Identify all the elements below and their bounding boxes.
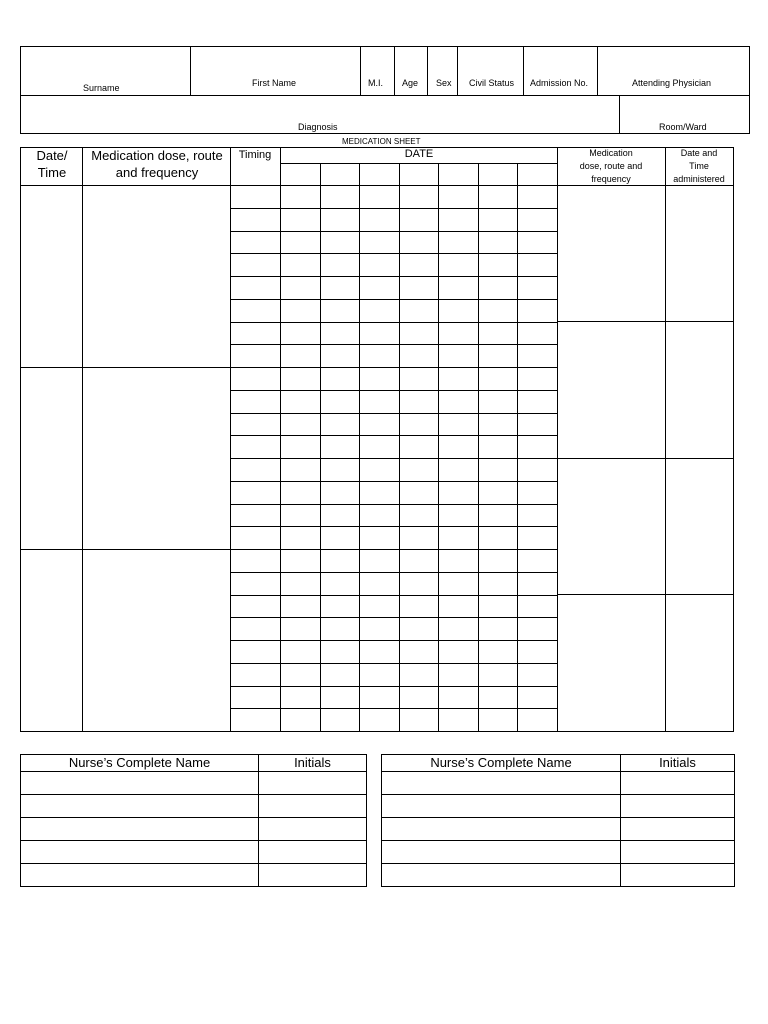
initials-cell[interactable]: [259, 864, 367, 887]
table-row: [382, 818, 735, 841]
initials-cell[interactable]: [621, 772, 735, 795]
nurse-name-header: Nurse’s Complete Name: [382, 755, 621, 772]
date-column-divider: [359, 163, 360, 732]
grid-row-line: [230, 344, 557, 345]
room-ward-label: Room/Ward: [659, 122, 707, 132]
grid-row-line: [230, 526, 557, 527]
nurse-table-left: [20, 754, 367, 887]
first-name-label: First Name: [252, 78, 297, 88]
table-row: [382, 772, 735, 795]
initials-cell[interactable]: [259, 795, 367, 818]
grid-row-line: [230, 663, 557, 664]
date-header: DATE: [404, 148, 434, 160]
date-column-divider: [478, 163, 479, 732]
table-row: [21, 772, 367, 795]
grid-row-line: [230, 299, 557, 300]
date-column-divider: [320, 163, 321, 732]
initials-cell[interactable]: [621, 841, 735, 864]
diagnosis-label: Diagnosis: [298, 122, 338, 132]
grid-row-line: [230, 413, 557, 414]
attending-physician-label: Attending Physician: [632, 78, 712, 88]
mi-label: M.I.: [368, 78, 383, 88]
nurse-name-cell[interactable]: [382, 864, 621, 887]
right-date-time-header-2: Time: [689, 161, 709, 171]
initials-cell[interactable]: [621, 795, 735, 818]
patient-header: [20, 46, 750, 134]
date-column-divider: [399, 163, 400, 732]
nurse-name-cell[interactable]: [21, 864, 259, 887]
civil-status-label: Civil Status: [469, 78, 515, 88]
initials-cell[interactable]: [259, 772, 367, 795]
date-column-divider: [438, 163, 439, 732]
grid-row-line: [230, 481, 557, 482]
date-time-header-1: Date/: [36, 148, 68, 163]
nurse-name-cell[interactable]: [382, 818, 621, 841]
grid-row-line: [230, 276, 557, 277]
table-row: [21, 795, 367, 818]
right-medication-header-1: Medication: [589, 148, 633, 158]
grid-row-line: [230, 435, 557, 436]
initials-cell[interactable]: [621, 818, 735, 841]
grid-row-line: [230, 572, 557, 573]
nurse-name-cell[interactable]: [382, 841, 621, 864]
grid-row-line: [230, 208, 557, 209]
medication-header-1: Medication dose, route: [91, 148, 223, 163]
table-row: [21, 818, 367, 841]
nurse-table-right: [381, 754, 735, 887]
right-date-time-header-3: administered: [673, 174, 725, 184]
initials-header: Initials: [259, 755, 367, 772]
table-row: [382, 864, 735, 887]
grid-row-line: [230, 253, 557, 254]
initials-cell[interactable]: [259, 841, 367, 864]
nurse-name-header: Nurse’s Complete Name: [21, 755, 259, 772]
grid-row-line: [230, 231, 557, 232]
grid-row-line: [230, 617, 557, 618]
grid-row-line: [230, 595, 557, 596]
medication-table: [20, 147, 734, 732]
nurse-name-cell[interactable]: [382, 772, 621, 795]
sex-label: Sex: [436, 78, 452, 88]
grid-row-line: [230, 549, 557, 550]
right-medication-header-2: dose, route and: [579, 161, 643, 171]
table-row: [21, 841, 367, 864]
nurse-name-cell[interactable]: [21, 772, 259, 795]
nurse-name-cell[interactable]: [21, 818, 259, 841]
right-medication-header-3: frequency: [591, 174, 631, 184]
date-column-divider: [517, 163, 518, 732]
nurse-name-cell[interactable]: [21, 841, 259, 864]
grid-row-line: [230, 708, 557, 709]
initials-cell[interactable]: [259, 818, 367, 841]
sheet-title: MEDICATION SHEET: [342, 137, 421, 146]
initials-cell[interactable]: [621, 864, 735, 887]
grid-row-line: [230, 686, 557, 687]
admission-no-label: Admission No.: [530, 78, 589, 88]
table-row: [382, 841, 735, 864]
grid-row-line: [230, 390, 557, 391]
grid-row-line: [230, 458, 557, 459]
nurse-name-cell[interactable]: [21, 795, 259, 818]
nurse-name-cell[interactable]: [382, 795, 621, 818]
age-label: Age: [402, 78, 419, 88]
table-row: [21, 864, 367, 887]
right-date-time-header-1: Date and: [680, 148, 718, 158]
medication-header-2: and frequency: [115, 165, 199, 180]
grid-row-line: [230, 367, 557, 368]
timing-header: Timing: [238, 149, 272, 161]
date-time-header-2: Time: [37, 165, 67, 180]
surname-label: Surname: [83, 83, 120, 93]
grid-row-line: [230, 640, 557, 641]
grid-row-line: [230, 504, 557, 505]
grid-row-line: [230, 322, 557, 323]
initials-header: Initials: [621, 755, 735, 772]
table-row: [382, 795, 735, 818]
